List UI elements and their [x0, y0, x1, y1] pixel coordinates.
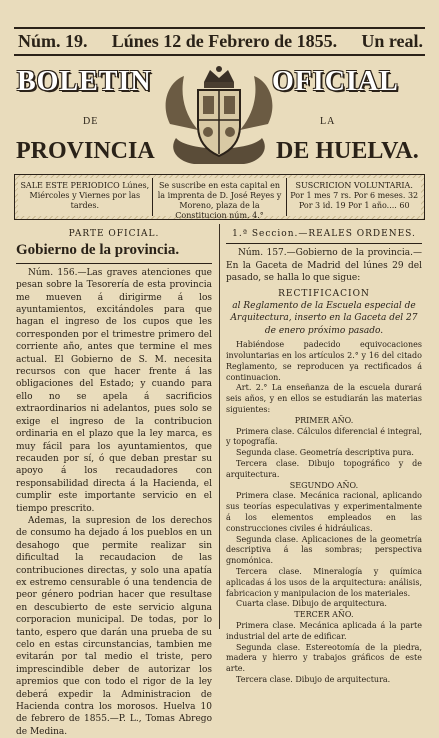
article-paragraph-2: Ademas, la supresion de los derechos de consumo ha dejado á los pueblos en un desahogo que permite realizar sin dificultad la recaudacion de las contribuciones directas, y solo una apatía ex estremo censurable ó una tendencia de peor género podrian hacer que resultase en descubierto de este servicio alguna corporacion municipal. De todas, por lo tanto, espero que darán una prueba de su celo en estas circunstancias, tambien me evitarán por tal medio el triste, pero imprescindible deber de autorizar los apremios que con todo el rigor de la ley deberá expedir la Administracion de Hacienda contra los morosos. Huelva 10 de febrero de 1855.—P. L., Tomas Abrego de Medina.	[16, 515, 212, 737]
regulation-body	[226, 340, 422, 686]
year-2-item: Segunda clase. Aplicaciones de la geometría descriptiva á las sombras; perspectiva gnomónica.	[226, 534, 422, 566]
subscription-info-box	[14, 174, 425, 220]
coat-of-arms-emblem	[160, 64, 278, 170]
issue-price: Un real.	[361, 31, 423, 51]
year-3-item: Primera clase. Mecánica aplicada á la parte industrial del arte de edificar.	[226, 620, 422, 641]
year-1-item: Tercera clase. Dibujo topográfico y de arquitectura.	[226, 459, 422, 479]
price-row-1: Por 1 mes 7 rs. Por 6 meses. 32	[290, 191, 419, 200]
left-column	[16, 228, 212, 738]
year-1-item: Primera clase. Cálculos diferencial é integral, y topografía.	[226, 426, 422, 447]
subscription-prices	[287, 178, 421, 216]
subscription-title: SUSCRICION VOLUNTARIA.	[295, 181, 413, 190]
rectification-heading: RECTIFICACION	[278, 288, 370, 299]
year-3-heading: TERCER AÑO.	[294, 610, 354, 620]
year-1-heading: PRIMER AÑO.	[294, 415, 354, 425]
rectification-text: al Reglamento de la Escuela especial de Arquitectura, inserto en la Gaceta del 27 de enero próximo pasado.	[230, 301, 418, 336]
issue-header	[18, 31, 423, 52]
issue-date: Lúnes 12 de Febrero de 1855.	[111, 31, 338, 51]
regulation-note: Habiéndose padecido equivocaciones involuntarias en los artículos 2.° y 16 del citado Reglamento, se reproducen ya rectificados á continuacion.	[226, 340, 422, 382]
article-title: Gobierno de la provincia.	[16, 242, 180, 259]
year-2-item: Primera clase. Mecánica racional, aplicando sus teorías especulativas y experimentalmente á los elementos empleados en las construcciones civiles é hidráulicas.	[226, 491, 422, 533]
year-2-heading: SEGUNDO AÑO.	[289, 480, 359, 490]
masthead-right-word: OFICIAL	[272, 66, 399, 97]
year-3-item: Segunda clase. Estereotomía de la piedra, madera y hierro y trabajos gráficos de este arte.	[226, 642, 422, 674]
year-2-item: Tercera clase. Mineralogía y química aplicadas á los usos de la arquitectura: análisis, fabricacion y manipulacion de los materiales.	[226, 566, 422, 598]
article-paragraph-1: Núm. 156.—Las graves atenciones que pesan sobre la Tesorería de esta provincia me mueven á dirigirme á los ayuntamientos, excitándoles para que hagan el ingreso de los cupos que les corresponden por el trimestre primero del corriente año, antes que termine el mes actual. El Gobierno de S. M. necesita recursos con que hacer frente á las obligaciones del Estado; y cuando para ello no se apela á sacrificios extraordinarios ni adelantos, pues solo se exige el ingreso de la contribucion ordinaria en el plazo que la ley marca, es muy fácil para los ayuntamientos, que recauden por sí, ó que deban prestar su apoyo á los recaudadores con responsabilidad directa á la Hacienda, el cumplir este importante servicio en el tiempo prescrito.	[16, 267, 212, 514]
year-3-item: Tercera clase. Dibujo de arquitectura.	[236, 674, 391, 684]
article-2: Art. 2.° La enseñanza de la escuela durará seis años, y en ellos se estudiarán las materias siguientes:	[226, 383, 422, 415]
subscription-location: Se suscribe en esta capital en la imprenta de D. José Reyes y Moreno, plaza de la Constitucion núm. 4.°	[153, 178, 288, 216]
right-intro: Núm. 157.—Gobierno de la provincia.—En la Gaceta de Madrid del lúnes 29 del pasado, se halla lo que sigue:	[226, 248, 422, 284]
masthead-left-small: DE	[83, 116, 99, 127]
price-row-2: Por 3 id. 19 Por 1 año.... 60	[298, 201, 410, 210]
masthead-left-word: BOLETIN	[17, 66, 152, 97]
top-rule	[14, 27, 425, 29]
masthead-right-small: LA	[320, 116, 336, 127]
right-section-rule	[226, 243, 422, 244]
year-1-item: Segunda clase. Geometría descriptiva pura.	[236, 448, 414, 458]
publication-schedule: SALE ESTE PERIODICO Lúnes, Miércoles y Viernes por las tardes.	[18, 178, 153, 216]
section-heading: PARTE OFICIAL.	[68, 229, 160, 239]
issue-number: Núm. 19.	[18, 31, 88, 51]
masthead-left-big: PROVINCIA	[16, 138, 155, 164]
title-rule	[16, 263, 212, 264]
right-section-heading: 1.ª Seccion.—REALES ORDENES.	[232, 229, 416, 239]
header-rule	[14, 54, 425, 56]
column-divider	[219, 224, 220, 629]
right-column	[226, 228, 422, 686]
year-2-item: Cuarta clase. Dibujo de arquitectura.	[236, 599, 387, 609]
masthead-right-big: DE HUELVA.	[276, 138, 419, 164]
